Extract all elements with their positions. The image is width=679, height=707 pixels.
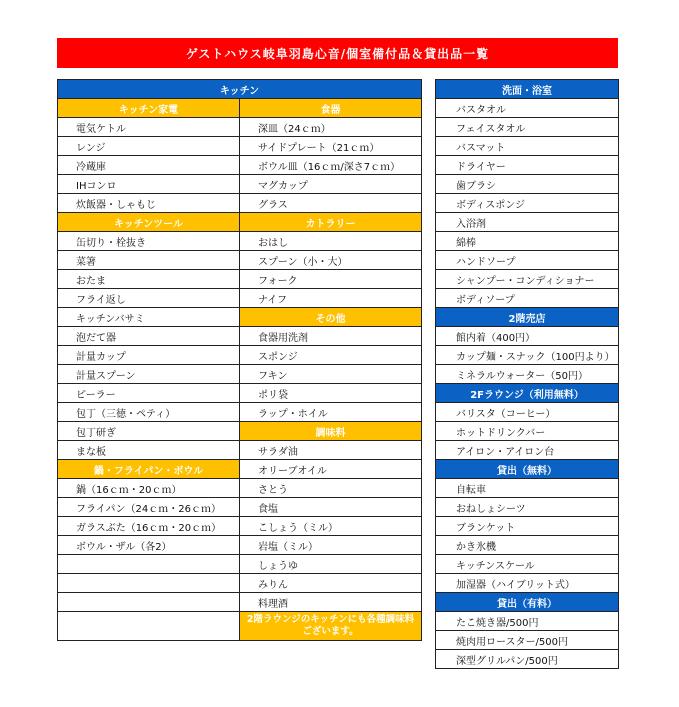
list-item: 電気ケトル [58,118,240,137]
list-item: おはし [240,232,422,251]
table-row [436,384,619,403]
list-item: 岩塩（ミル） [240,536,422,555]
table-row [58,270,422,289]
section-header-kitchen: キッチン [58,80,422,99]
list-item: フェイスタオル [436,118,619,137]
table-row [436,517,619,536]
table-row [436,460,619,479]
bath-table-body [436,80,619,669]
table-row [436,536,619,555]
list-item: 計量スプーン [58,365,240,384]
category-header: 鍋・フライパン・ボウル [58,460,240,479]
table-row [58,593,422,612]
table-row [58,498,422,517]
table-row [436,156,619,175]
list-item: スポンジ [240,346,422,365]
list-item: サラダ油 [240,441,422,460]
section-header: 2Fラウンジ（利用無料） [436,384,619,403]
list-item: シャンプー・コンディショナー [436,270,619,289]
table-row [58,384,422,403]
section-header: 2階売店 [436,308,619,327]
list-item: 食器用洗剤 [240,327,422,346]
list-item: 鍋（16ｃｍ・20ｃｍ） [58,479,240,498]
list-item: ブランケット [436,517,619,536]
list-item: サイドプレート（21ｃｍ） [240,137,422,156]
list-item: グラス [240,194,422,213]
list-item: キッチンスケール [436,555,619,574]
table-row [436,555,619,574]
table-row [436,650,619,669]
list-item: さとう [240,479,422,498]
list-item: 包丁研ぎ [58,422,240,441]
table-row [58,536,422,555]
table-row [58,327,422,346]
table-row [436,137,619,156]
list-item: 計量カップ [58,346,240,365]
list-item: しょうゆ [240,555,422,574]
list-item: 深皿（24ｃｍ） [240,118,422,137]
list-item: マグカップ [240,175,422,194]
table-row [436,479,619,498]
list-item: 歯ブラシ [436,175,619,194]
list-item: バスマット [436,137,619,156]
table-row [436,80,619,99]
table-row [436,631,619,650]
list-item [58,574,240,593]
list-item: かき氷機 [436,536,619,555]
list-item: ドライヤー [436,156,619,175]
list-item: レンジ [58,137,240,156]
list-item: キッチンバサミ [58,308,240,327]
table-row [58,156,422,175]
section-header: 貸出（無料） [436,460,619,479]
list-item: フライパン（24ｃｍ・26ｃｍ） [58,498,240,517]
table-row [436,422,619,441]
seasoning-note: 2階ラウンジのキッチンにも各種調味料ございます。 [240,612,422,641]
table-row [436,251,619,270]
list-item [58,555,240,574]
list-item: 加湿器（ハイブリット式） [436,574,619,593]
table-row [58,232,422,251]
table-row [436,441,619,460]
table-row [58,175,422,194]
list-item: おたま [58,270,240,289]
table-row [58,612,422,641]
table-row [58,517,422,536]
list-item: バリスタ（コーヒー） [436,403,619,422]
list-item: たこ焼き器/500円 [436,612,619,631]
table-row [58,251,422,270]
table-row [436,213,619,232]
list-item: 菜箸 [58,251,240,270]
list-item: 包丁（三徳・ペティ） [58,403,240,422]
list-item: みりん [240,574,422,593]
table-row [58,308,422,327]
table-row [58,118,422,137]
table-row [58,213,422,232]
list-item: フキン [240,365,422,384]
list-item: 泡だて器 [58,327,240,346]
list-item: ラップ・ホイル [240,403,422,422]
list-item: 館内着（400円） [436,327,619,346]
table-row [58,422,422,441]
list-item: ミネラルウォーター（50円） [436,365,619,384]
category-header: 調味料 [240,422,422,441]
kitchen-header-row [58,80,422,99]
list-item: こしょう（ミル） [240,517,422,536]
list-item: ホットドリンクバー [436,422,619,441]
category-header: 食器 [240,99,422,118]
table-row [436,593,619,612]
list-item: 綿棒 [436,232,619,251]
table-row [58,441,422,460]
table-row [58,479,422,498]
table-row [58,365,422,384]
list-item: オリーブオイル [240,460,422,479]
list-item: スプーン（小・大） [240,251,422,270]
list-item: ボディソープ [436,289,619,308]
list-item: 焼肉用ロースター/500円 [436,631,619,650]
category-header: その他 [240,308,422,327]
list-item: おねしょシーツ [436,498,619,517]
table-row [436,346,619,365]
list-item: ガラスぶた（16ｃｍ・20ｃｍ） [58,517,240,536]
page-title: ゲストハウス岐阜羽島心音/個室備付品＆貸出品一覧 [57,38,618,68]
list-item: ボディスポンジ [436,194,619,213]
list-item: 入浴剤 [436,213,619,232]
list-item: バスタオル [436,99,619,118]
bath-table [435,79,619,669]
table-row [58,555,422,574]
table-row [58,194,422,213]
table-row [436,365,619,384]
table-row [436,289,619,308]
category-header: キッチン家電 [58,99,240,118]
table-row [58,460,422,479]
table-row [436,232,619,251]
category-header: キッチンツール [58,213,240,232]
category-header: カトラリー [240,213,422,232]
list-item: アイロン・アイロン台 [436,441,619,460]
list-item: ピーラー [58,384,240,403]
list-item: ハンドソープ [436,251,619,270]
list-item: 深型グリルパン/500円 [436,650,619,669]
list-item: 料理酒 [240,593,422,612]
list-item: ナイフ [240,289,422,308]
list-item: ボウル皿（16ｃｍ/深さ7ｃｍ） [240,156,422,175]
list-item: 自転車 [436,479,619,498]
list-item: 冷蔵庫 [58,156,240,175]
table-row [436,498,619,517]
table-row [58,403,422,422]
list-item: 缶切り・栓抜き [58,232,240,251]
list-item: ボウル・ザル（各2） [58,536,240,555]
section-header: 貸出（有料） [436,593,619,612]
list-item [58,612,240,641]
table-row [436,308,619,327]
list-item: フォーク [240,270,422,289]
list-item: ポリ袋 [240,384,422,403]
list-item: 炊飯器・しゃもじ [58,194,240,213]
table-row [436,612,619,631]
table-row [58,574,422,593]
table-row [58,346,422,365]
table-row [58,289,422,308]
list-item: カップ麺・スナック（100円より） [436,346,619,365]
list-item: IHコンロ [58,175,240,194]
table-row [436,327,619,346]
list-item: フライ返し [58,289,240,308]
list-item: 食塩 [240,498,422,517]
table-row [436,403,619,422]
table-row [436,194,619,213]
kitchen-table [57,79,422,641]
table-row [436,175,619,194]
list-item [58,593,240,612]
table-row [436,118,619,137]
table-row [436,270,619,289]
table-row [58,137,422,156]
kitchen-table-body [58,80,422,641]
table-row [436,574,619,593]
table-row [58,99,422,118]
list-item: まな板 [58,441,240,460]
section-header: 洗面・浴室 [436,80,619,99]
table-row [436,99,619,118]
